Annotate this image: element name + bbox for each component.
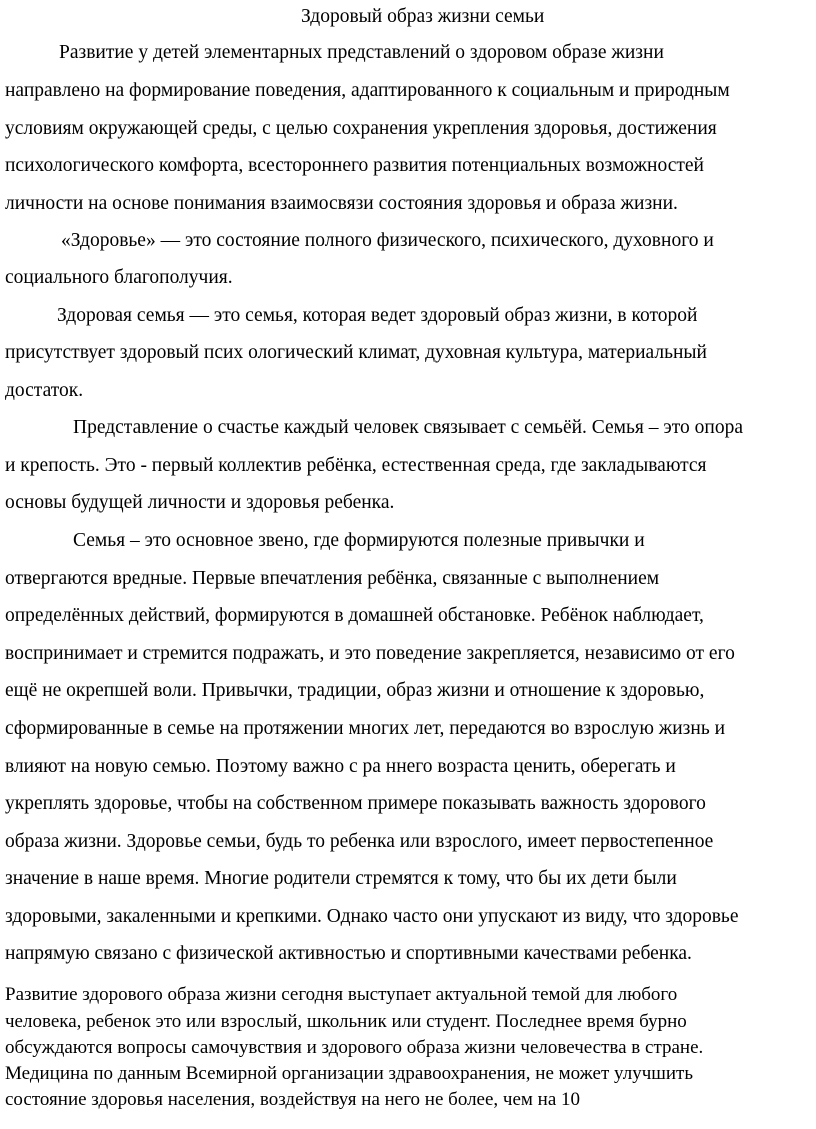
text-line: Представление о счастье каждый человек связывает с семьёй. Семья – это опора [73,417,743,438]
text-line: и крепость. Это - первый коллектив ребёнка, естественная среда, где закладываются [5,455,707,476]
text-line: человека, ребенок это или взрослый, школьник или студент. Последнее время бурно [5,1011,687,1032]
text-line: образа жизни. Здоровье семьи, будь то ребенка или взрослого, имеет первостепенное [5,831,714,852]
text-line: психологического комфорта, всестороннего развития потенциальных возможностей [5,155,704,176]
text-line: присутствует здоровый псих ологический климат, духовная культура, материальный [5,342,707,363]
text-line: воспринимает и стремится подражать, и это поведение закрепляется, независимо от его [5,643,735,664]
text-line: здоровыми, закаленными и крепкими. Однако часто они упускают из виду, что здоровье [5,906,739,927]
text-line: ещё не окрепшей воли. Привычки, традиции, образ жизни и отношение к здоровью, [5,680,705,701]
text-line: Семья – это основное звено, где формируются полезные привычки и [73,530,645,551]
text-line: влияют на новую семью. Поэтому важно с ра ннего возраста ценить, оберегать и [5,756,676,777]
document-title: Здоровый образ жизни семьи [301,6,545,27]
text-line: «Здоровье» — это состояние полного физического, психического, духовного и [61,230,714,251]
text-line: значение в наше время. Многие родители стремятся к тому, что бы их дети были [5,868,677,889]
text-line: обсуждаются вопросы самочувствия и здорового образа жизни человечества в стране. [5,1037,704,1058]
text-line: направлено на формирование поведения, адаптированного к социальным и природным [5,80,730,101]
text-line: Развитие здорового образа жизни сегодня выступает актуальной темой для любого [5,984,678,1005]
text-line: Развитие у детей элементарных представлений о здоровом образе жизни [59,42,664,63]
text-line: достаток. [5,380,84,401]
text-line: определённых действий, формируются в домашней обстановке. Ребёнок наблюдает, [5,605,704,626]
text-line: личности на основе понимания взаимосвязи состояния здоровья и образа жизни. [5,193,678,214]
text-line: напрямую связано с физической активностью и спортивными качествами ребенка. [5,943,692,964]
text-line: основы будущей личности и здоровья ребенка. [5,492,395,513]
text-line: сформированные в семье на протяжении многих лет, передаются во взрослую жизнь и [5,718,726,739]
text-line: условиям окружающей среды, с целью сохранения укрепления здоровья, достижения [5,118,717,139]
text-line: Медицина по данным Всемирной организации здравоохранения, не может улучшить [5,1063,694,1084]
text-line: укреплять здоровье, чтобы на собственном примере показывать важность здорового [5,793,706,814]
text-line: социального благополучия. [5,267,233,288]
text-line: Здоровая семья — это семья, которая ведет здоровый образ жизни, в которой [57,305,698,326]
text-line: состояние здоровья населения, воздействуя на него не более, чем на 10 [5,1089,581,1110]
text-line: отвергаются вредные. Первые впечатления ребёнка, связанные с выполнением [5,568,660,589]
